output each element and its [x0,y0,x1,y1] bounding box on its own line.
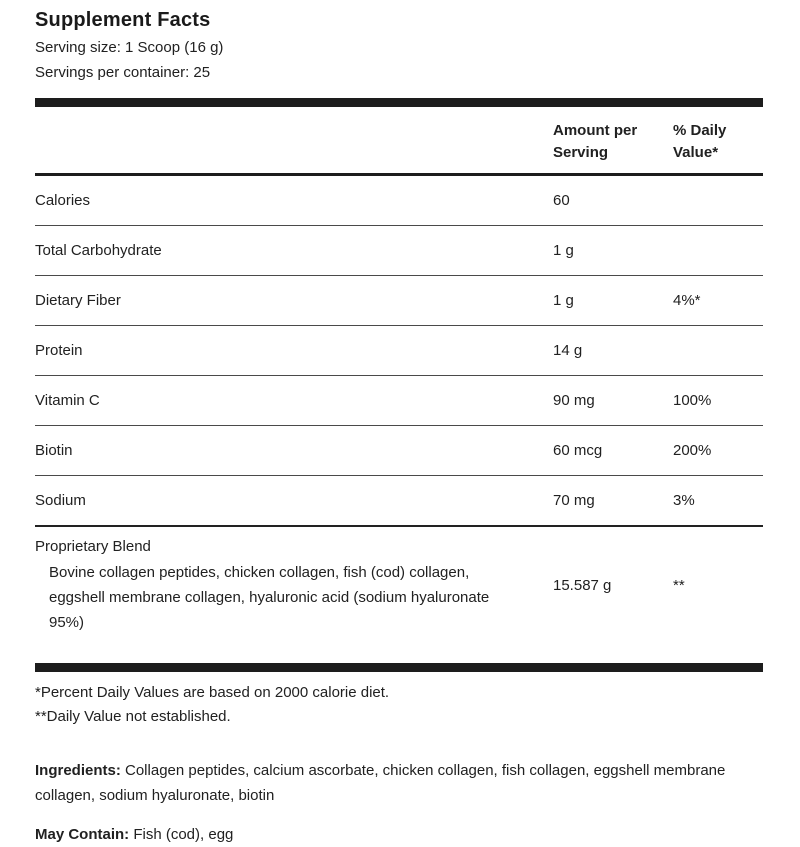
nutrient-name: Sodium [35,492,86,509]
nutrient-name: Dietary Fiber [35,292,121,309]
nutrient-dv: 3% [673,492,695,509]
supplement-facts-panel [35,0,763,847]
nutrient-amount: 1 g [553,242,574,259]
table-row-vitamin-c [35,376,763,426]
nutrient-amount: 90 mg [553,392,595,409]
ingredients-paragraph [35,758,763,808]
footnote-percent-daily-value: *Percent Daily Values are based on 2000 calorie diet. [35,684,390,701]
table-row-sodium [35,476,763,527]
nutrient-dv: 4%* [673,292,701,309]
blend-label-cell [35,536,553,635]
may-contain-paragraph [35,823,763,847]
header-percent-daily-value: % Daily Value* [673,122,727,161]
nutrient-name: Calories [35,192,91,209]
nutrient-dv: 100% [673,392,712,409]
may-contain-text: Fish (cod), egg [129,826,234,843]
servings-per-container: Servings per container: 25 [35,64,211,81]
nutrient-amount: 60 [553,192,570,209]
bottom-divider-bar [35,663,763,672]
nutrient-amount: 14 g [553,342,583,359]
header-amount-per-serving: Amount per Serving [553,122,638,161]
blend-description: Bovine collagen peptides, chicken collagen, fish (cod) collagen, eggshell membrane collagen, hyaluronic acid (sodium hyaluronate 95%) [49,564,490,631]
blend-name: Proprietary Blend [35,538,151,555]
footnotes [35,681,763,729]
nutrient-amount: 1 g [553,292,574,309]
table-row-proprietary-blend [35,527,763,641]
table-row-total-carbohydrate [35,226,763,276]
nutrient-name: Protein [35,342,83,359]
blend-dv: ** [673,577,685,594]
ingredients-label: Ingredients: [35,762,121,779]
blend-amount: 15.587 g [553,577,612,594]
nutrient-name: Total Carbohydrate [35,242,162,259]
ingredients-text: Collagen peptides, calcium ascorbate, chicken collagen, fish collagen, eggshell membrane collagen, sodium hyaluronate, biotin [35,762,726,804]
table-row-dietary-fiber [35,276,763,326]
footnote-not-established: **Daily Value not established. [35,708,231,725]
nutrient-amount: 60 mcg [553,442,603,459]
top-divider-bar [35,98,763,107]
may-contain-label: May Contain: [35,826,130,843]
nutrient-dv: 200% [673,442,712,459]
table-header-row [35,107,763,176]
table-row-protein [35,326,763,376]
nutrient-amount: 70 mg [553,492,595,509]
panel-title: Supplement Facts [35,9,211,31]
nutrient-name: Vitamin C [35,392,100,409]
table-row-biotin [35,426,763,476]
nutrient-name: Biotin [35,442,73,459]
serving-size: Serving size: 1 Scoop (16 g) [35,39,224,56]
table-row-calories [35,176,763,226]
